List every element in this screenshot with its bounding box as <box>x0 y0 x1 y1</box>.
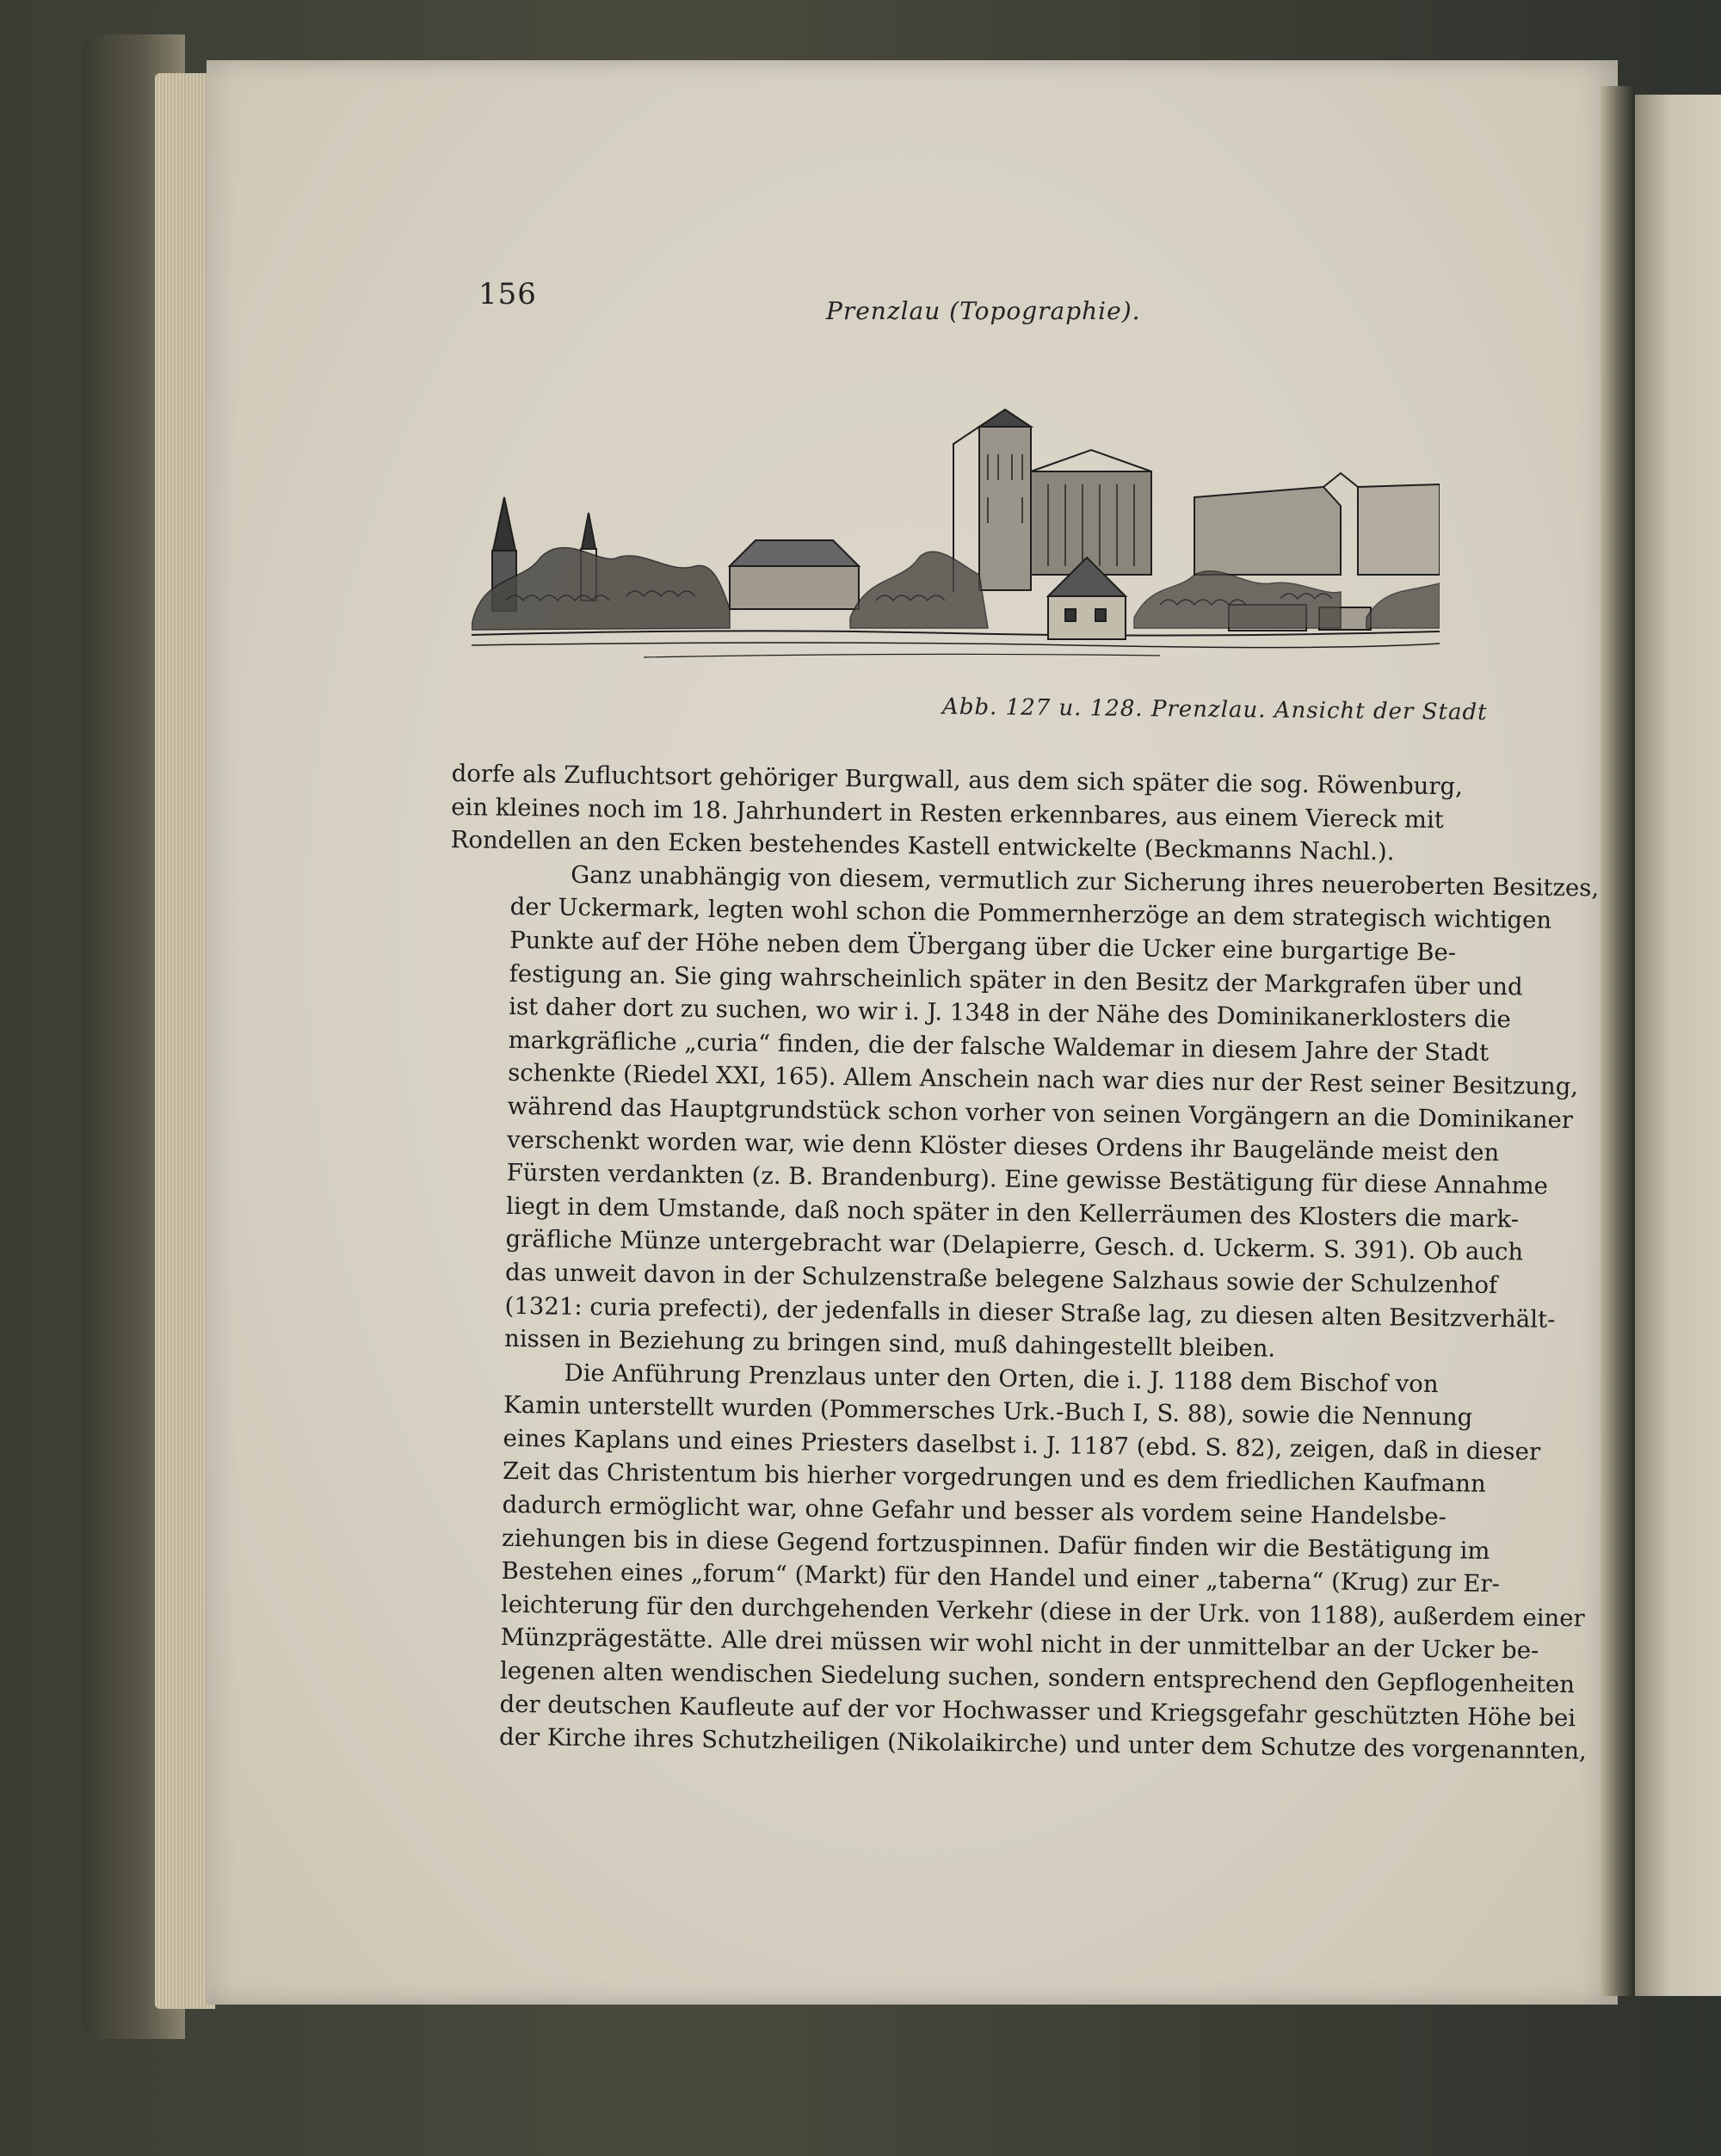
text-line: festigung an. Sie ging wahrscheinlich später in den Besitz der Markgrafen über und <box>509 959 1523 1001</box>
page-number: 156 <box>478 277 537 311</box>
figure-caption: Abb. 127 u. 128. Prenzlau. Ansicht der Stadt <box>941 693 1488 726</box>
text-line: der Uckermark, legten wohl schon die Pommernherzöge an dem strategisch wichtigen <box>509 893 1552 935</box>
paragraph-3 <box>439 1355 1587 1766</box>
text-line: der Kirche ihres Schutzheiligen (Nikolaikirche) und unter dem Schutze des vorgenannten, <box>498 1723 1587 1765</box>
facing-page-edge <box>1635 95 1721 1996</box>
running-head: Prenzlau (Topographie). <box>826 297 1141 325</box>
book-gutter <box>1601 86 1635 1996</box>
paragraph-2 <box>444 857 1600 1368</box>
text-line: Rondellen an den Ecken bestehendes Kastell entwickelte (Beckmanns Nachl.). <box>450 826 1395 866</box>
text-line: Fürsten verdankten (z. B. Brandenburg). Eine gewisse Bestätigung für diese Annahme <box>506 1159 1549 1200</box>
paragraph-1 <box>450 757 1464 870</box>
body-text <box>439 757 1600 1766</box>
text-line: Ganz unabhängig von diesem, vermutlich zur Sicherung ihres neueroberten Besitzes, <box>571 860 1600 902</box>
text-line: dorfe als Zufluchtsort gehöriger Burgwall, aus dem sich später die sog. Röwenburg, <box>451 759 1464 801</box>
text-line: dadurch ermöglicht war, ohne Gefahr und besser als vordem seine Handelsbe- <box>502 1490 1447 1531</box>
text-line: ein kleines noch im 18. Jahrhundert in Resten erkennbares, aus einem Viereck mit <box>451 792 1445 834</box>
text-line: Bestehen eines „forum“ (Markt) für den Handel und einer „taberna“ (Krug) zur Er- <box>501 1557 1501 1599</box>
text-line: gräfliche Münze untergebracht war (Delapierre, Gesch. d. Uckerm. S. 391). Ob auch <box>505 1225 1524 1266</box>
text-line: verschenkt worden war, wie denn Klöster dieses Ordens ihr Baugelände meist den <box>506 1125 1500 1167</box>
text-line: während das Hauptgrundstück schon vorher von seinen Vorgängern an die Dominikaner <box>507 1092 1574 1135</box>
text-line: eines Kaplans und eines Priesters daselbst i. J. 1187 (ebd. S. 82), zeigen, daß in dieser <box>503 1424 1541 1466</box>
text-line: (1321: curia prefecti), der jedenfalls in dieser Straße lag, zu diesen alten Besitzverhält- <box>504 1291 1556 1334</box>
text-line: Punkte auf der Höhe neben dem Übergang über die Ucker eine burgartige Be- <box>509 926 1457 967</box>
town-view-illustration <box>472 403 1440 669</box>
text-line: ziehungen bis in diese Gegend fortzuspinnen. Dafür finden wir die Bestätigung im <box>501 1524 1490 1565</box>
text-line: schenkte (Riedel XXI, 165). Allem Anschein nach war dies nur der Rest seiner Besitzung, <box>507 1059 1579 1101</box>
text-line: liegt in dem Umstande, daß noch später in den Kellerräumen des Klosters die mark- <box>505 1192 1520 1233</box>
text-line: das unweit davon in der Schulzenstraße belegene Salzhaus sowie der Schulzenhof <box>504 1258 1498 1299</box>
text-line: Die Anführung Prenzlaus unter den Orten, die i. J. 1188 dem Bischof von <box>564 1358 1439 1398</box>
text-line: ist daher dort zu suchen, wo wir i. J. 1348 in der Nähe des Dominikanerklosters die <box>508 993 1512 1034</box>
text-line: Kamin unterstellt wurden (Pommersches Urk.-Buch I, S. 88), sowie die Nennung <box>503 1391 1473 1432</box>
text-line: nissen in Beziehung zu bringen sind, muß dahingestellt bleiben. <box>503 1324 1276 1363</box>
text-line: legenen alten wendischen Siedelung suchen, sondern entsprechend den Gepflogenheiten <box>499 1656 1576 1699</box>
text-line: Münzprägestätte. Alle drei müssen wir wohl nicht in der unmittelbar an der Ucker be- <box>500 1623 1539 1666</box>
text-line: markgräfliche „curia“ finden, die der falsche Waldemar in diesem Jahre der Stadt <box>508 1026 1490 1067</box>
text-line: Zeit das Christentum bis hierher vorgedrungen und es dem friedlichen Kaufmann <box>502 1457 1486 1499</box>
text-line: leichterung für den durchgehenden Verkehr (diese in der Urk. von 1188), außerdem einer <box>500 1590 1585 1633</box>
text-line: der deutschen Kaufleute auf der vor Hochwasser und Kriegsgefahr geschützten Höhe bei <box>499 1690 1576 1732</box>
